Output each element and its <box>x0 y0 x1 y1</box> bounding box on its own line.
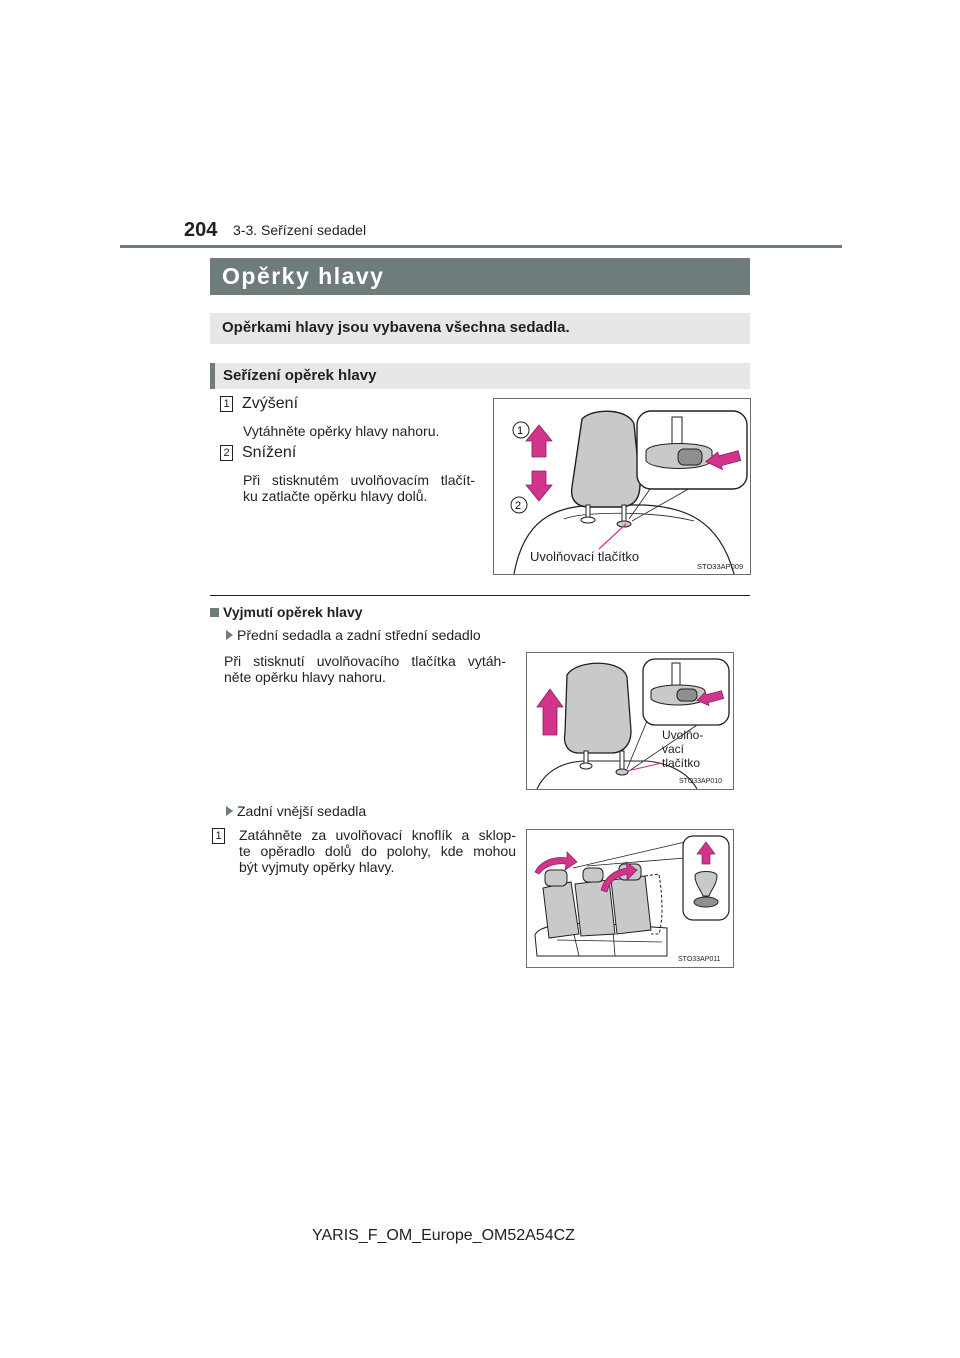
chapter-title: 3-3. Seřízení sedadel <box>233 222 367 238</box>
release-button-label <box>662 728 707 770</box>
label-line: Uvolňo- <box>662 728 704 742</box>
bullet-label: Přední sedadla a zadní střední sedadlo <box>237 627 481 643</box>
bullet-front-seats <box>226 627 481 643</box>
page-number: 204 <box>184 219 218 241</box>
release-button-label: Uvolňovací tlačítko <box>530 549 640 564</box>
text-line: Zatáhněte za uvolňovací knoflík a sklop- <box>239 827 516 843</box>
triangle-bullet-icon <box>226 806 233 816</box>
text-line: te opěradlo dolů do polohy, kde mohou <box>239 843 516 859</box>
step-number-1: 1 <box>212 828 225 844</box>
subsection-heading-label: Seřízení opěrek hlavy <box>223 367 377 384</box>
bullet-label: Zadní vnější sedadla <box>237 803 367 819</box>
removal-heading-label: Vyjmutí opěrek hlavy <box>223 604 363 620</box>
step-text-lower <box>243 472 475 504</box>
headrest-adjust-illustration <box>494 399 750 574</box>
step-text-raise: Vytáhněte opěrky hlavy nahoru. <box>243 423 440 439</box>
heading-marker <box>210 363 215 389</box>
text-line: Při stisknutém uvolňovacím tlačít- <box>243 472 475 488</box>
section-title: Opěrky hlavy <box>210 258 750 295</box>
text-line: Při stisknutí uvolňovacího tlačítka vytáh- <box>224 653 506 669</box>
section-divider <box>210 595 750 596</box>
bullet-rear-seats <box>226 803 366 819</box>
footer-document-code: YARIS_F_OM_Europe_OM52A54CZ <box>312 1227 575 1244</box>
text-line: být vyjmuty opěrky hlavy. <box>239 859 395 875</box>
step-title-lower: Snížení <box>242 444 297 461</box>
intro-text: Opěrkami hlavy jsou vybavena všechna sedadla. <box>210 313 750 344</box>
text-line: něte opěrku hlavy nahoru. <box>224 669 386 685</box>
callout-1: 1 <box>517 425 524 437</box>
label-line: tlačítko <box>662 756 701 770</box>
front-headrest-illustration <box>527 653 733 789</box>
figure-headrest-adjust <box>493 398 751 575</box>
label-line: vací <box>662 742 685 756</box>
figure-code: STO33AP009 <box>697 562 744 571</box>
callout-2: 2 <box>515 500 522 512</box>
rear-seat-illustration <box>527 830 733 967</box>
figure-code: STO33AP011 <box>678 956 721 963</box>
subsection-heading <box>210 363 750 389</box>
rear-removal-text <box>239 827 516 875</box>
triangle-bullet-icon <box>226 630 233 640</box>
removal-heading <box>210 604 363 620</box>
step-number-1: 1 <box>220 396 233 412</box>
header-rule <box>120 245 842 248</box>
step-number-2: 2 <box>220 445 233 461</box>
step-title-raise: Zvýšení <box>242 395 299 412</box>
square-bullet-icon <box>210 608 219 617</box>
figure-rear-headrest-removal <box>526 829 734 968</box>
figure-front-headrest-removal <box>526 652 734 790</box>
figure-code: STO33AP010 <box>679 778 723 785</box>
front-removal-text <box>224 653 506 685</box>
text-line: ku zatlačte opěrku hlavy dolů. <box>243 488 428 504</box>
